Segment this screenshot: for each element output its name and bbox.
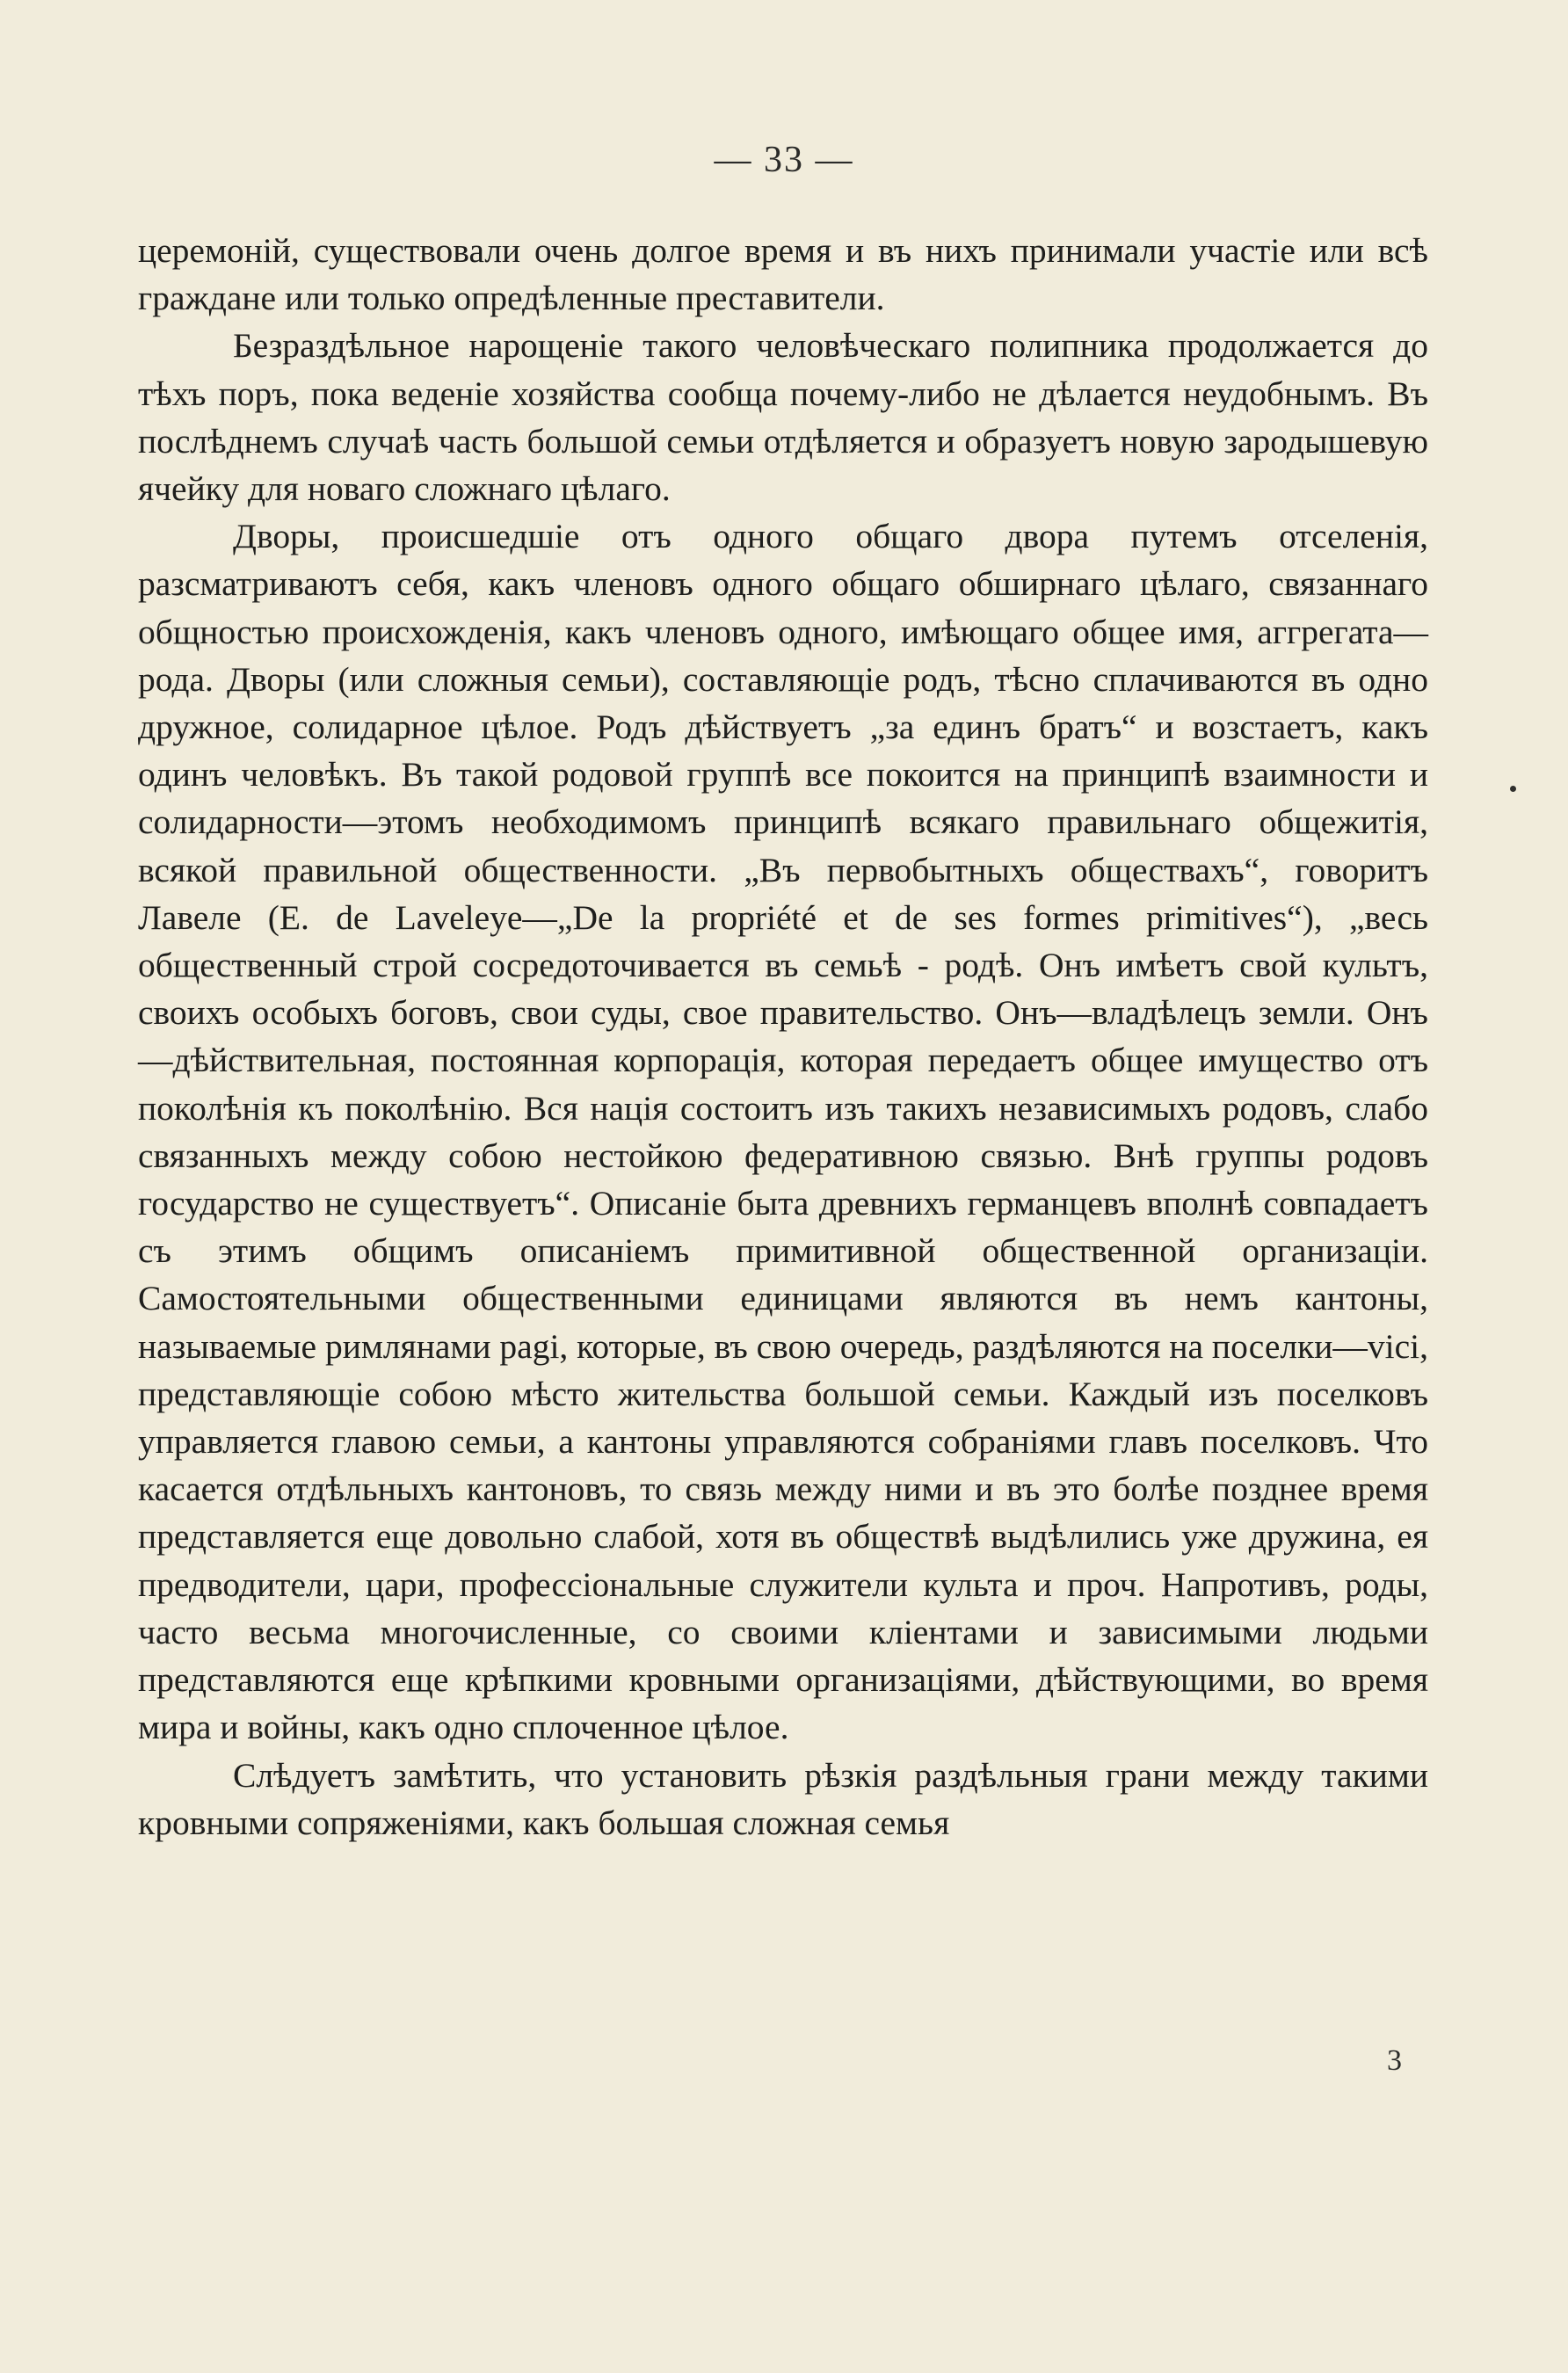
paragraph: Слѣдуетъ замѣтить, что установить рѣзкія раздѣльныя грани между такими кровными сопряженіями, какъ большая сложная семья: [138, 1755, 1428, 1842]
paragraph-continued: церемоній, существовали очень долгое время и въ нихъ принимали участіе или всѣ граждане или только опредѣленные преставители.: [138, 231, 1428, 318]
ink-speck: [1510, 786, 1516, 792]
body-text: [138, 227, 1428, 1847]
paragraph: Безраздѣльное нарощеніе такого человѣческаго полипника продолжается до тѣхъ поръ, пока веденіе хозяйства сообща почему-либо не дѣлается неудобнымъ. Въ послѣднемъ случаѣ часть большой семьи отдѣляется и образуетъ новую зародышевую ячейку для новаго сложнаго цѣлаго.: [138, 326, 1428, 509]
paragraph: Дворы, происшедшіе отъ одного общаго двора путемъ отселенія, разсматриваютъ себя, какъ членовъ одного общаго обширнаго цѣлаго, связаннаго общностью происхожденія, какъ членовъ одного, имѣющаго общее имя, аггрегата—рода. Дворы (или сложныя семьи), составляющіе родъ, тѣсно сплачиваются въ одно дружное, солидарное цѣлое. Родъ дѣйствуетъ „за единъ братъ“ и возстаетъ, какъ одинъ человѣкъ. Въ такой родовой группѣ все покоится на принципѣ взаимности и солидарности—этомъ необходимомъ принципѣ всякаго правильнаго общежитія, всякой правильной общественности. „Въ первобытныхъ обществахъ“, говоритъ Лавеле (E. de Laveleye—„De la propriété et de ses formes primitives“), „весь общественный строй сосредоточивается въ семьѣ - родѣ. Онъ имѣетъ свой культъ, своихъ особыхъ боговъ, свои суды, свое правительство. Онъ—владѣлецъ земли. Онъ—дѣйствительная, постоянная корпорація, которая передаетъ общее имущество отъ поколѣнія къ поколѣнію. Вся нація состоитъ изъ такихъ независимыхъ родовъ, слабо связанныхъ между собою нестойкою федеративною связью. Внѣ группы родовъ государство не существуетъ“. Описаніе быта древнихъ германцевъ вполнѣ совпадаетъ съ этимъ общимъ описаніемъ примитивной общественной организаціи. Самостоятельными общественными единицами являются въ немъ кантоны, называемые римлянами pagi, которые, въ свою очередь, раздѣляются на поселки—vici, представляющіе собою мѣсто жительства большой семьи. Каждый изъ поселковъ управляется главою семьи, а кантоны управляются собраніями главъ поселковъ. Что касается отдѣльныхъ кантоновъ, то связь между ними и въ это болѣе позднее время представляется еще довольно слабой, хотя въ обществѣ выдѣлились уже дружина, ея предводители, цари, профессіональные служители культа и проч. Напротивъ, роды, часто весьма многочисленные, со своими кліентами и зависимыми людьми представляются еще крѣпкими кровными организаціями, дѣйствующими, во время мира и войны, какъ одно сплоченное цѣлое.: [138, 517, 1428, 1747]
page-number: — 33 —: [714, 140, 854, 180]
signature-mark: 3: [1387, 2044, 1402, 2077]
